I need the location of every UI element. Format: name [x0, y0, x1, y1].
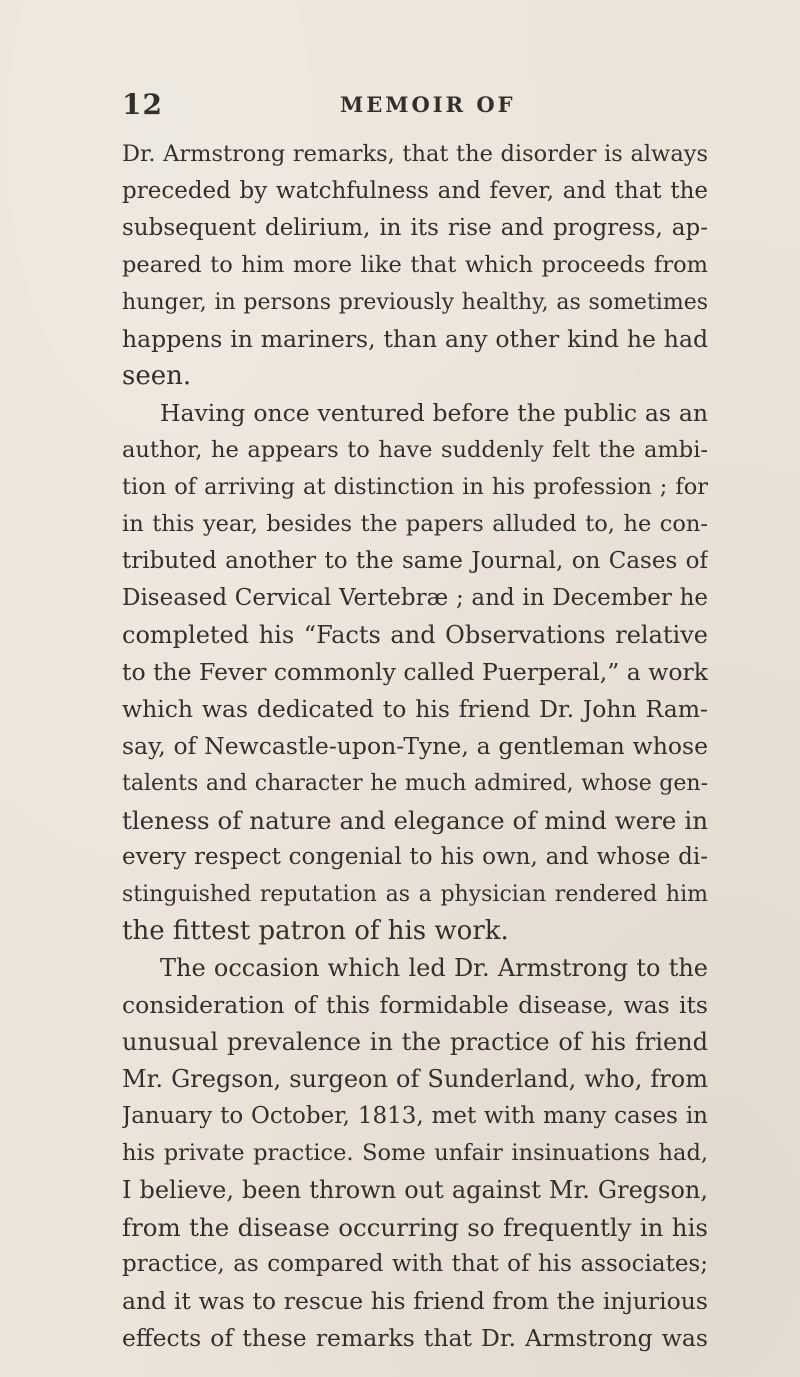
text-line: practice, as compared with that of his associates;: [122, 1251, 708, 1277]
running-title: MEMOIR OF: [340, 92, 516, 117]
text-line: from the disease occurring so frequently in his: [122, 1213, 708, 1242]
text-line: Having once ventured before the public as an: [160, 399, 708, 427]
text-line: talents and character he much admired, whose gen-: [122, 771, 708, 796]
text-line: The occasion which led Dr. Armstrong to the: [160, 954, 708, 982]
text-line: Mr. Gregson, surgeon of Sunderland, who, from: [122, 1065, 708, 1093]
text-line: tion of arriving at distinction in his profession ; for: [122, 474, 708, 500]
text-line: author, he appears to have suddenly felt the ambi-: [122, 437, 708, 463]
text-line: every respect congenial to his own, and whose di-: [122, 844, 708, 870]
text-line: hunger, in persons previously healthy, as sometimes: [122, 290, 708, 315]
text-line: peared to him more like that which proceeds from: [122, 252, 708, 278]
text-line: happens in mariners, than any other kind he had: [122, 325, 708, 353]
body-text: [122, 136, 708, 1357]
text-line: effects of these remarks that Dr. Armstrong was: [122, 1324, 708, 1352]
text-line: completed his “Facts and Observations relative: [122, 621, 708, 649]
text-line: Dr. Armstrong remarks, that the disorder is always: [122, 141, 708, 167]
text-line: preceded by watchfulness and fever, and that the: [122, 178, 708, 204]
text-line: stinguished reputation as a physician rendered him: [122, 882, 708, 907]
text-line: I believe, been thrown out against Mr. Gregson,: [122, 1176, 708, 1204]
text-line: say, of Newcastle-upon-Tyne, a gentleman whose: [122, 732, 708, 760]
page-number: 12: [122, 88, 163, 121]
text-line: which was dedicated to his friend Dr. John Ram-: [122, 695, 708, 723]
text-line: to the Fever commonly called Puerperal,” a work: [122, 658, 708, 686]
text-line: unusual prevalence in the practice of his friend: [122, 1028, 708, 1056]
text-line: January to October, 1813, met with many cases in: [122, 1103, 708, 1129]
text-line: in this year, besides the papers alluded to, he con-: [122, 511, 708, 537]
running-header: [122, 88, 708, 122]
text-line: the fittest patron of his work.: [122, 916, 509, 946]
text-line: tributed another to the same Journal, on Cases of: [122, 548, 708, 574]
text-line: Diseased Cervical Vertebræ ; and in December he: [122, 585, 708, 611]
text-line: and it was to rescue his friend from the injurious: [122, 1287, 708, 1315]
text-line: subsequent delirium, in its rise and progress, ap-: [122, 215, 708, 241]
text-line: seen.: [122, 361, 192, 391]
text-line: his private practice. Some unfair insinuations had,: [122, 1140, 708, 1166]
text-line: consideration of this formidable disease, was its: [122, 991, 708, 1019]
text-line: tleness of nature and elegance of mind were in: [122, 806, 708, 835]
